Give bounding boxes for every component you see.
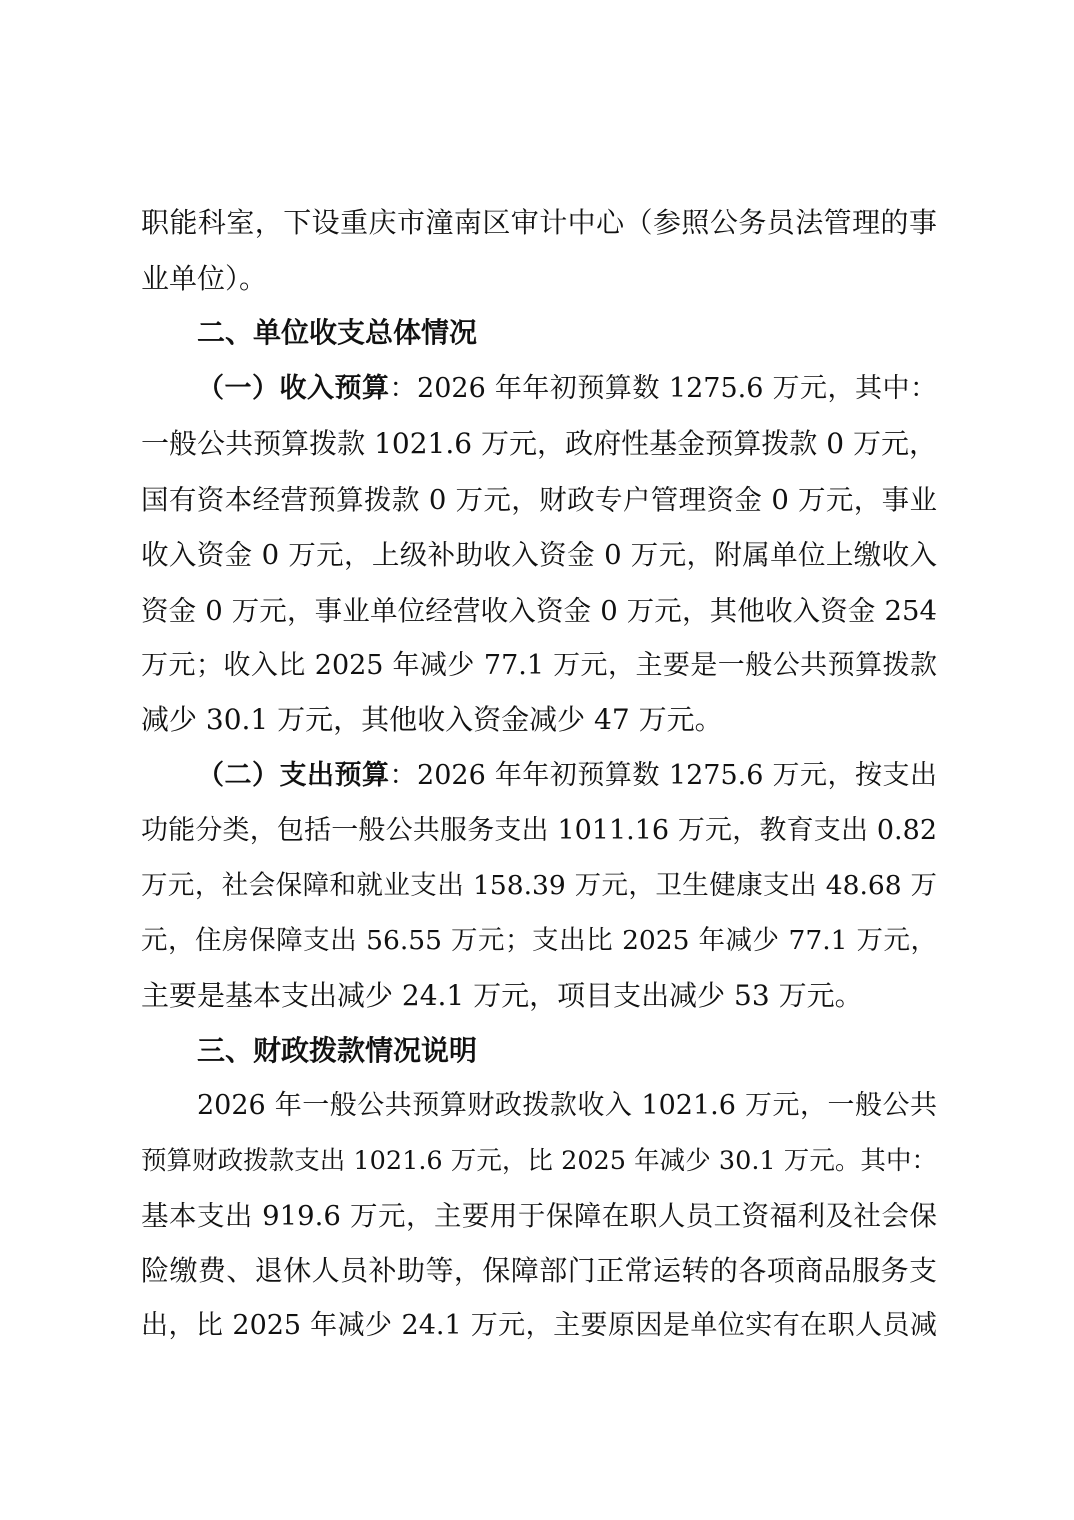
expenditure-budget-label: （二）支出预算 (197, 760, 390, 791)
section-heading: 二、单位收支总体情况 (197, 316, 478, 349)
paragraph-line: 元，住房保障支出 56.55 万元；支出比 2025 年减少 77.1 万元， (141, 925, 937, 956)
income-budget-label: （一）收入预算 (197, 373, 390, 404)
paragraph-line: 万元；收入比 2025 年减少 77.1 万元，主要是一般公共预算拨款 (141, 650, 937, 681)
paragraph-line: 功能分类，包括一般公共服务支出 1011.16 万元，教育支出 0.82 (141, 815, 937, 846)
paragraph-line: 万元，社会保障和就业支出 158.39 万元，卫生健康支出 48.68 万 (141, 870, 937, 901)
paragraph-line (197, 369, 937, 409)
paragraph-line: 收入资金 0 万元，上级补助收入资金 0 万元，附属单位上缴收入 (141, 539, 937, 571)
paragraph-line: 预算财政拨款支出 1021.6 万元，比 2025 年减少 30.1 万元。其中： (141, 1146, 937, 1176)
paragraph-line: 一般公共预算拨款 1021.6 万元，政府性基金预算拨款 0 万元， (141, 427, 937, 460)
paragraph-text: ：2026 年年初预算数 1275.6 万元，按支出 (389, 760, 938, 791)
paragraph-line: 减少 30.1 万元，其他收入资金减少 47 万元。 (141, 703, 723, 736)
paragraph-line: 资金 0 万元，事业单位经营收入资金 0 万元，其他收入资金 254 (141, 595, 937, 627)
paragraph-line: 险缴费、退休人员补助等，保障部门正常运转的各项商品服务支 (141, 1254, 937, 1287)
paragraph-line: 主要是基本支出减少 24.1 万元，项目支出减少 53 万元。 (141, 979, 863, 1012)
paragraph-line: 基本支出 919.6 万元，主要用于保障在职人员工资福利及社会保 (141, 1200, 937, 1232)
paragraph-line: 2026 年一般公共预算财政拨款收入 1021.6 万元，一般公共 (197, 1090, 937, 1121)
paragraph-text: ：2026 年年初预算数 1275.6 万元，其中： (389, 373, 938, 404)
paragraph-line: 国有资本经营预算拨款 0 万元，财政专户管理资金 0 万元，事业 (141, 484, 937, 516)
paragraph-line: 出，比 2025 年减少 24.1 万元，主要原因是单位实有在职人员减 (141, 1310, 937, 1341)
paragraph-line: 职能科室，下设重庆市潼南区审计中心（参照公务员法管理的事 (141, 206, 937, 239)
paragraph-line: 业单位）。 (141, 262, 268, 295)
section-heading: 三、财政拨款情况说明 (197, 1034, 478, 1067)
paragraph-line (197, 756, 937, 796)
